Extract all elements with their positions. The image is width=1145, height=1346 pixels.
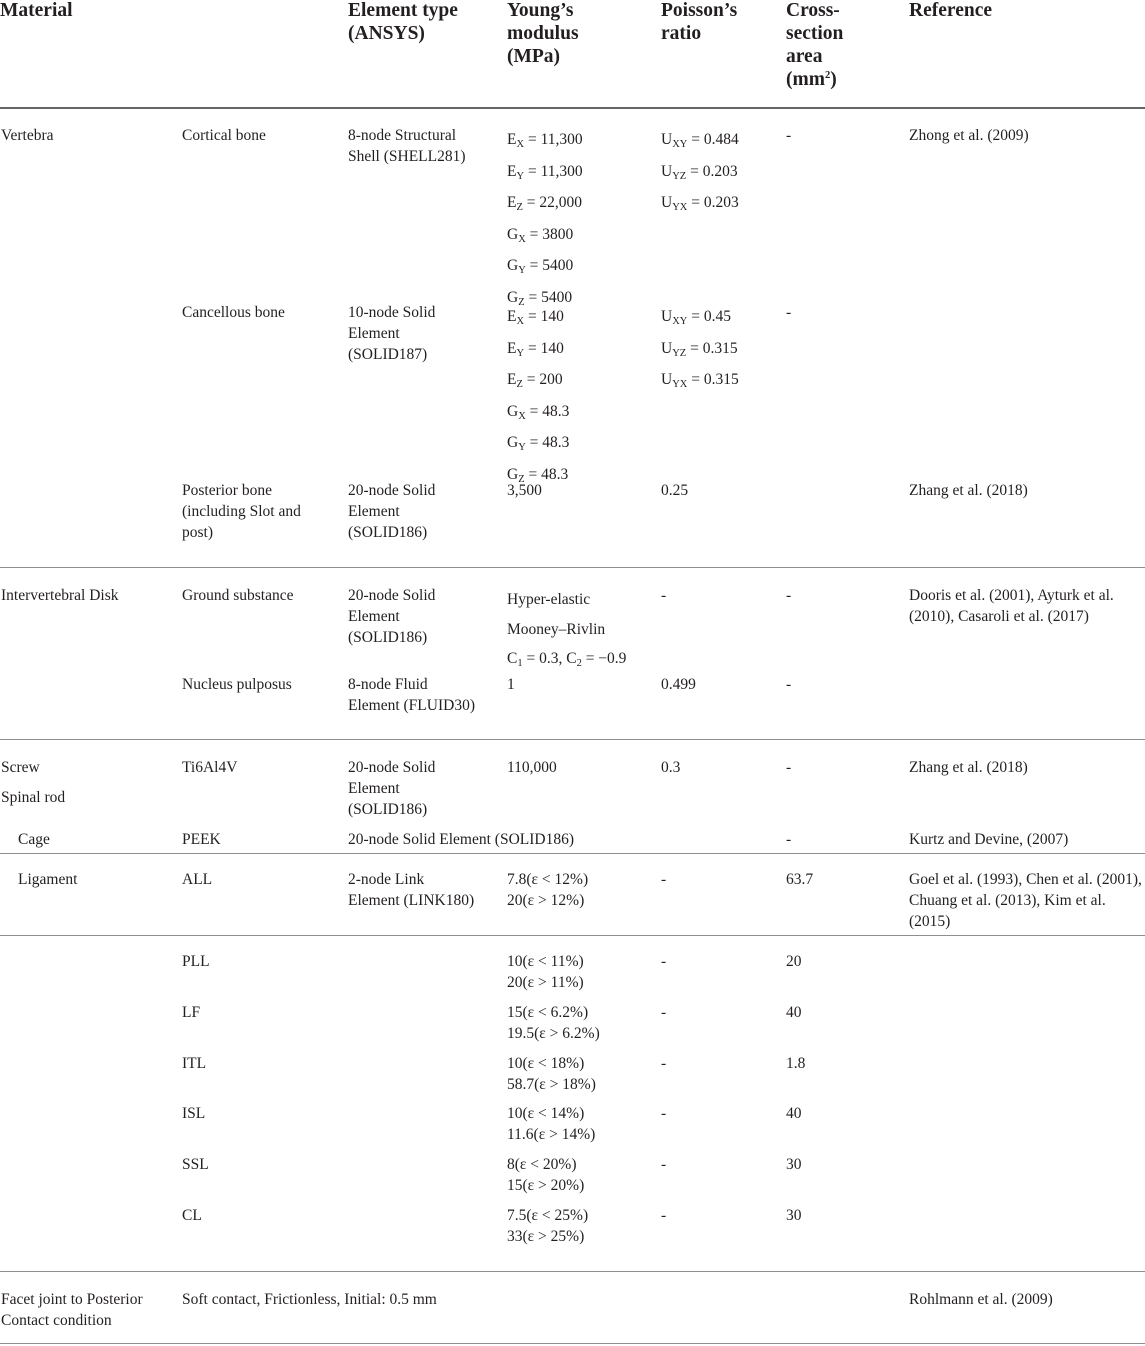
header-line: ratio: [661, 23, 702, 44]
text-line: 8(ε < 20%): [507, 1156, 577, 1173]
ligament-modulus: [507, 1154, 584, 1196]
poisson-cancellous: [661, 302, 739, 397]
text-line: 20-node Solid: [348, 482, 436, 499]
header-unit: (mm: [786, 69, 825, 90]
value: 0.315: [703, 371, 739, 389]
subscript: Z: [518, 296, 525, 308]
text-line: Element: [348, 608, 400, 625]
modulus-posterior: 3,500: [507, 482, 542, 499]
modulus-entry: [507, 220, 583, 252]
ligament-modulus: [507, 1053, 596, 1095]
element-posterior: [348, 480, 435, 543]
symbol: U: [661, 162, 673, 180]
equals: =: [525, 434, 543, 452]
modulus-cortical: [507, 125, 583, 315]
table-bottom-rule: [0, 1343, 1145, 1344]
text-line: 20(ε > 12%): [507, 892, 585, 909]
subscript: YZ: [672, 347, 687, 359]
ligament-area: 40: [786, 1004, 802, 1021]
subscript: Z: [516, 202, 523, 214]
element-screw: [348, 757, 435, 820]
area-nucleus: -: [786, 676, 792, 693]
ligament-name: ISL: [182, 1105, 206, 1122]
area-screw: -: [786, 759, 792, 776]
reference-ligament: [909, 869, 1142, 932]
equals: =: [687, 371, 704, 389]
value: 48.3: [541, 465, 569, 483]
subscript: XY: [672, 139, 688, 150]
material-peek: PEEK: [182, 831, 221, 848]
symbol: E: [507, 194, 517, 212]
poisson-entry: [661, 365, 739, 397]
material-ground-substance: Ground substance: [182, 587, 294, 604]
header-line: [786, 68, 843, 94]
modulus-ground: [507, 585, 626, 676]
text-line: 20(ε > 11%): [507, 974, 584, 991]
ligament-name: ALL: [182, 871, 213, 888]
ligament-modulus: [507, 1205, 588, 1247]
text-line: Element (FLUID30): [348, 697, 475, 714]
area-cancellous: -: [786, 304, 792, 321]
symbol: E: [507, 131, 517, 148]
subscript: X: [518, 410, 526, 422]
subscript: Z: [518, 473, 525, 485]
c2-subscript: 2: [576, 658, 582, 670]
subscript: X: [516, 316, 525, 327]
subscript: XY: [672, 316, 688, 327]
ligament-area: 30: [786, 1207, 802, 1224]
symbol: G: [507, 465, 519, 483]
element-cortical: [348, 125, 466, 167]
equals: =: [686, 162, 703, 180]
equals: =: [522, 371, 540, 389]
value: 22,000: [539, 194, 583, 212]
c1-symbol: C: [507, 650, 518, 668]
reference-posterior: Zhang et al. (2018): [909, 482, 1028, 499]
text-line: 10(ε < 14%): [507, 1105, 585, 1122]
value: 0.45: [703, 308, 731, 325]
reference-facet: Rohlmann et al. (2009): [909, 1291, 1053, 1308]
value: 11,300: [540, 131, 583, 148]
modulus-entry: [507, 125, 583, 157]
c1-subscript: 1: [517, 658, 523, 670]
subscript: Y: [516, 170, 525, 182]
header-poisson-ratio: [661, 0, 737, 45]
area-cortical: -: [786, 127, 792, 144]
group-vertebra: Vertebra: [1, 127, 54, 144]
header-unit-superscript: 2: [824, 70, 831, 81]
equals: =: [525, 225, 543, 243]
modulus-entry: [507, 302, 569, 334]
element-ligament: [348, 869, 474, 911]
equals: =: [522, 194, 540, 212]
text-line: 15(ε < 6.2%): [507, 1004, 589, 1021]
symbol: G: [507, 434, 519, 452]
modulus-entry: [507, 188, 583, 220]
text-line: (2010), Casaroli et al. (2017): [909, 608, 1089, 625]
value: 200: [539, 371, 563, 389]
ligament-area: 20: [786, 953, 802, 970]
ligament-name: SSL: [182, 1156, 209, 1173]
reference-screw: Zhang et al. (2018): [909, 759, 1028, 776]
section-divider: [0, 935, 1145, 936]
symbol: U: [661, 339, 673, 357]
ligament-modulus: [507, 1002, 600, 1044]
header-element-type: [348, 0, 458, 45]
text-line: Element: [348, 503, 400, 520]
reference-ground: [909, 585, 1114, 627]
section-divider: [0, 853, 1145, 854]
modulus-entry: [507, 251, 583, 283]
poisson-entry: [661, 334, 739, 366]
text-line: 7.5(ε < 25%): [507, 1207, 589, 1224]
subscript: Z: [516, 379, 523, 391]
symbol: G: [507, 288, 519, 306]
poisson-nucleus: 0.499: [661, 676, 696, 693]
equals: =: [686, 339, 703, 357]
text-line: Hyper-elastic: [507, 591, 591, 608]
equals: =: [524, 162, 541, 180]
poisson-entry: [661, 302, 739, 334]
text-line: 10(ε < 18%): [507, 1055, 585, 1072]
equals: =: [524, 465, 542, 483]
poisson-ground: -: [661, 587, 667, 604]
material-ti6al4v: Ti6Al4V: [182, 759, 238, 776]
text-line: (including Slot and: [182, 503, 301, 520]
text-line: post): [182, 524, 213, 541]
value: 3800: [542, 225, 574, 243]
subscript: X: [518, 233, 526, 245]
header-line: (ANSYS): [348, 23, 425, 44]
ligament-name: PLL: [182, 953, 210, 970]
modulus-cancellous: [507, 302, 569, 492]
header-line: (MPa): [507, 46, 561, 67]
text-line: 20-node Solid: [348, 587, 436, 604]
header-line: modulus: [507, 23, 579, 44]
header-divider: [0, 107, 1145, 109]
text-line: 10(ε < 11%): [507, 953, 584, 970]
value: 5400: [541, 288, 573, 306]
text-line: Posterior bone: [182, 482, 272, 499]
material-nucleus-pulposus: Nucleus pulposus: [182, 676, 292, 693]
text-line: 10-node Solid: [348, 304, 436, 321]
subscript: YZ: [672, 170, 687, 182]
text-line: Dooris et al. (2001), Ayturk et al.: [909, 587, 1114, 604]
symbol: G: [507, 257, 519, 275]
text-line: Mooney–Rivlin: [507, 620, 606, 638]
equals: =: [524, 131, 541, 148]
value: 5400: [542, 257, 574, 275]
group-screw: Screw: [1, 759, 40, 776]
header-line: section: [786, 23, 844, 44]
c2-value: = −0.9: [581, 650, 627, 668]
text-line: Element: [348, 780, 400, 797]
ligament-poisson: -: [661, 871, 667, 888]
symbol: E: [507, 308, 517, 325]
contact-condition: Soft contact, Frictionless, Initial: 0.5 mm: [182, 1291, 437, 1308]
ligament-poisson: -: [661, 1207, 667, 1224]
ligament-name: CL: [182, 1207, 202, 1224]
ligament-poisson: -: [661, 953, 667, 970]
ligament-area: 30: [786, 1156, 802, 1173]
symbol: G: [507, 225, 519, 243]
group-ligament: Ligament: [18, 871, 78, 888]
text-line: Element (LINK180): [348, 892, 475, 909]
ligament-area: 63.7: [786, 871, 814, 888]
ligament-area: 40: [786, 1105, 802, 1122]
ligament-name: LF: [182, 1004, 201, 1021]
group-facet-joint: [1, 1289, 143, 1331]
modulus-entry: [507, 157, 583, 189]
equals: =: [525, 257, 543, 275]
constants-line: [507, 644, 626, 676]
header-line: Cross-: [786, 0, 840, 21]
ligament-poisson: -: [661, 1105, 667, 1122]
modulus-entry: [507, 397, 569, 429]
subscript: YX: [672, 379, 688, 391]
element-nucleus: [348, 674, 475, 716]
value: 0.315: [702, 339, 738, 357]
header-unit-close: ): [830, 69, 837, 90]
value: 0.203: [702, 162, 738, 180]
section-divider: [0, 567, 1145, 568]
text-line: 19.5(ε > 6.2%): [507, 1025, 600, 1042]
value: 0.484: [703, 131, 739, 148]
equals: =: [687, 194, 704, 212]
equals: =: [524, 339, 541, 357]
header-line: area: [786, 46, 823, 67]
text-line: (2015): [909, 913, 951, 930]
element-cancellous: [348, 302, 435, 365]
text-line: 58.7(ε > 18%): [507, 1076, 596, 1093]
text-line: 11.6(ε > 14%): [507, 1126, 596, 1143]
text-line: Shell (SHELL281): [348, 148, 466, 165]
symbol: E: [507, 339, 517, 357]
subscript: Y: [518, 265, 526, 277]
section-divider: [0, 739, 1145, 740]
c1-value: = 0.3,: [522, 650, 567, 668]
equals: =: [687, 308, 704, 325]
value: 0.203: [703, 194, 739, 212]
material-cancellous-bone: Cancellous bone: [182, 304, 285, 321]
poisson-entry: [661, 157, 739, 189]
symbol: E: [507, 162, 517, 180]
modulus-entry: [507, 428, 569, 460]
ligament-modulus: [507, 1103, 595, 1145]
symbol: U: [661, 131, 673, 148]
poisson-entry: [661, 188, 739, 220]
header-youngs-modulus: [507, 0, 579, 68]
text-line: 15(ε > 20%): [507, 1177, 585, 1194]
area-cage: -: [786, 831, 792, 848]
group-spinal-rod: Spinal rod: [1, 789, 66, 806]
material-posterior-bone: [182, 480, 301, 543]
modulus-nucleus: 1: [507, 676, 515, 693]
ligament-modulus: [507, 951, 584, 993]
text-line: Facet joint to Posterior: [1, 1291, 143, 1308]
text-line: Contact condition: [1, 1312, 112, 1329]
text-line: Goel et al. (1993), Chen et al. (2001),: [909, 871, 1142, 888]
text-line: 33(ε > 25%): [507, 1228, 585, 1245]
ligament-modulus: [507, 869, 588, 911]
reference-cortical: Zhong et al. (2009): [909, 127, 1029, 144]
subscript: Y: [518, 442, 526, 454]
area-ground: -: [786, 587, 792, 604]
header-reference: Reference: [909, 0, 992, 21]
symbol: U: [661, 308, 673, 325]
group-intervertebral-disk: Intervertebral Disk: [1, 587, 119, 604]
text-line: 7.8(ε < 12%): [507, 871, 589, 888]
symbol: U: [661, 371, 673, 389]
text-line: (SOLID186): [348, 524, 428, 541]
text-line: (SOLID187): [348, 346, 428, 363]
group-cage: Cage: [18, 831, 50, 848]
equals: =: [524, 308, 541, 325]
material-cortical-bone: Cortical bone: [182, 127, 266, 144]
symbol: G: [507, 402, 519, 420]
text-line: Chuang et al. (2013), Kim et al.: [909, 892, 1106, 909]
header-material: Material: [0, 0, 73, 21]
poisson-posterior: 0.25: [661, 482, 689, 499]
equals: =: [525, 402, 543, 420]
ligament-poisson: -: [661, 1004, 667, 1021]
poisson-screw: 0.3: [661, 759, 681, 776]
text-line: Element: [348, 325, 400, 342]
c2-symbol: C: [566, 650, 577, 668]
value: 140: [540, 339, 564, 357]
subscript: YX: [672, 202, 688, 214]
element-ground: [348, 585, 435, 648]
value: 48.3: [542, 402, 570, 420]
ligament-poisson: -: [661, 1156, 667, 1173]
poisson-entry: [661, 125, 739, 157]
text-line: 20-node Solid: [348, 759, 436, 776]
text-line: (SOLID186): [348, 629, 428, 646]
modulus-screw: 110,000: [507, 759, 557, 776]
equals: =: [524, 288, 542, 306]
subscript: Y: [516, 347, 525, 359]
text-line: (SOLID186): [348, 801, 428, 818]
value: 11,300: [540, 162, 583, 180]
ligament-poisson: -: [661, 1055, 667, 1072]
symbol: E: [507, 371, 517, 389]
text-line: 2-node Link: [348, 871, 425, 888]
ligament-name: ITL: [182, 1055, 207, 1072]
reference-cage: Kurtz and Devine, (2007): [909, 831, 1069, 848]
ligament-area: 1.8: [786, 1055, 806, 1072]
section-divider: [0, 1271, 1145, 1272]
header-line: Poisson’s: [661, 0, 738, 21]
header-line: Element type: [348, 0, 458, 21]
modulus-entry: [507, 365, 569, 397]
header-cross-section-area: [786, 0, 843, 94]
modulus-entry: [507, 334, 569, 366]
subscript: X: [516, 139, 525, 150]
text-line: 8-node Fluid: [348, 676, 428, 693]
value: 48.3: [542, 434, 570, 452]
equals: =: [687, 131, 704, 148]
element-cage: 20-node Solid Element (SOLID186): [348, 831, 575, 848]
symbol: U: [661, 194, 673, 212]
value: 140: [540, 308, 564, 325]
header-line: Young’s: [507, 0, 574, 21]
text-line: 8-node Structural: [348, 127, 457, 144]
poisson-cortical: [661, 125, 739, 220]
